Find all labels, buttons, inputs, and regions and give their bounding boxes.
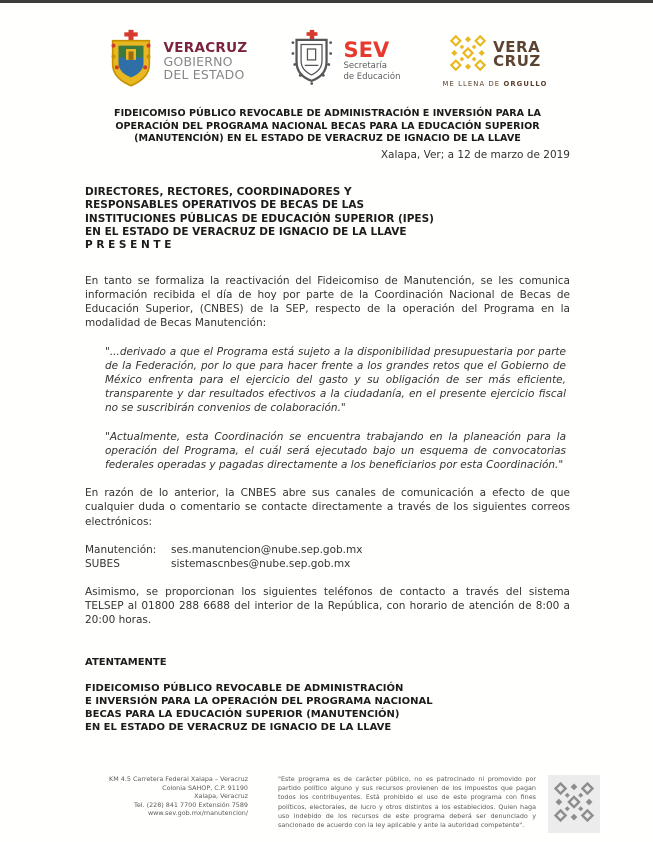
email-row bbox=[85, 543, 570, 557]
quote-budget: "...derivado a que el Programa está sujeto a la disponibilidad presupuestaria por parte de la Federación, por lo que para hacer frente a los grandes retos que el Gobierno de México enfrenta para el ejercicio del gasto y su obligación de ser más eficiente, transparente y dar resultados efectivos a la ciudadanía, en el presente ejercicio fiscal no se suscribirán convenios de colaboración." bbox=[105, 345, 566, 415]
sev-logo-sub1: Secretaría bbox=[343, 61, 387, 72]
email-address: sistemascnbes@nube.sep.gob.mx bbox=[171, 557, 351, 570]
logo-veracruz-brand bbox=[442, 34, 547, 88]
date-line: Xalapa, Ver; a 12 de marzo de 2019 bbox=[380, 148, 570, 161]
signature-line: FIDEICOMISO PÚBLICO REVOCABLE DE ADMINISTRACIÓN bbox=[85, 683, 404, 695]
footer-address-line: Tel. (228) 841 7700 Extensión 7589 bbox=[134, 800, 248, 809]
header-logos bbox=[0, 27, 653, 95]
recipient-line: EN EL ESTADO DE VERACRUZ DE IGNACIO DE LA LLAVE bbox=[85, 226, 407, 238]
veracruz-pattern-gray-icon bbox=[553, 781, 595, 827]
gobierno-logo-sub1: GOBIERNO bbox=[163, 53, 233, 69]
signature-line: BECAS PARA LA EDUCACIÓN SUPERIOR (MANUTENCIÓN) bbox=[85, 709, 400, 721]
email-label: SUBES bbox=[85, 557, 120, 570]
footer-address-line: KM 4.5 Carretera Federal Xalapa – Veracruz bbox=[109, 775, 248, 783]
recipient-line: INSTITUCIONES PÚBLICAS DE EDUCACIÓN SUPERIOR (IPES) bbox=[85, 212, 434, 225]
brand-name-line2: CRUZ bbox=[493, 52, 541, 70]
footer-address-line: Xalapa, Veracruz bbox=[194, 792, 248, 801]
footer bbox=[64, 775, 601, 833]
sev-logo-sub2: de Educación bbox=[343, 71, 401, 82]
recipient-block bbox=[85, 186, 570, 253]
logo-gobierno-veracruz bbox=[106, 28, 248, 94]
paragraph-channels: En razón de lo anterior, la CNBES abre sus canales de comunicación a efecto de que cualquier duda o comentario se contacte directamente a través de los siguientes correos electrónicos: bbox=[85, 487, 570, 528]
quote-planning: "Actualmente, esta Coordinación se encuentra trabajando en la planeación para la operación del Programa, el cuál será ejecutado bajo un esquema de convocatorias federales operadas y pagadas directamente a los beneficiarios por esta Coordinación." bbox=[105, 430, 566, 472]
logo-sev bbox=[289, 29, 400, 93]
closing-salutation: ATENTAMENTE bbox=[85, 657, 167, 669]
footer-address bbox=[64, 775, 248, 818]
footer-website: www.sev.gob.mx/manutencion/ bbox=[147, 809, 248, 818]
document-title: FIDEICOMISO PÚBLICO REVOCABLE DE ADMINISTRACIÓN E INVERSIÓN PARA LA OPERACIÓN DEL PROGRAMA NACIONAL BECAS PARA LA EDUCACIÓN SUPERIOR (MANUTENCIÓN) EN EL ESTADO DE VERACRUZ DE IGNACIO DE LA LLAVE bbox=[114, 108, 541, 145]
veracruz-pattern-icon bbox=[449, 34, 487, 76]
signature-line: E INVERSIÓN PARA LA OPERACIÓN DEL PROGRAMA NACIONAL bbox=[85, 696, 433, 708]
paragraph-intro: En tanto se formaliza la reactivación del Fideicomiso de Manutención, se les comunica información recibida el día de hoy por parte de la Coordinación Nacional de Becas de Educación Superior, (CNBES) de la SEP, respecto de la operación del Programa en la modalidad de Becas Manutención: bbox=[85, 274, 570, 330]
recipient-line: RESPONSABLES OPERATIVOS DE BECAS DE LAS bbox=[85, 199, 365, 212]
sev-shield-icon bbox=[289, 29, 335, 93]
email-row bbox=[85, 557, 570, 571]
footer-legal-text: "Este programa es de carácter público, no es patrocinado ni promovido por partido político alguno y sus recursos provienen de los impuestos que pagan todos los contribuyentes. Está prohibido el uso de este programa con fines políticos, electorales, de lucro y otros distintos a los establecidos. Quien haga uso indebido de los recursos de este programa deberá ser denunciado y sancionado de acuerdo con la ley aplicable y ante la autoridad competente". bbox=[278, 775, 536, 830]
footer-address-line: Colonia SAHOP, C.P. 91190 bbox=[162, 783, 248, 792]
footer-pattern-box bbox=[548, 775, 600, 833]
paragraph-phones: Asimismo, se proporcionan los siguientes teléfonos de contacto a través del sistema TELSEP al 01800 288 6688 del interior de la República, con horario de atención de 8:00 a 20:00 horas. bbox=[85, 585, 570, 627]
email-list bbox=[85, 543, 570, 571]
recipient-line: DIRECTORES, RECTORES, COORDINADORES Y bbox=[85, 185, 352, 198]
gobierno-logo-sub2: DEL ESTADO bbox=[163, 67, 245, 83]
recipient-line: P R E S E N T E bbox=[85, 239, 172, 252]
email-label: Manutención: bbox=[85, 543, 157, 556]
signature-line: EN EL ESTADO DE VERACRUZ DE IGNACIO DE LA LLAVE bbox=[85, 722, 392, 734]
brand-name-line1: VERA bbox=[493, 38, 541, 57]
brand-tagline: ME LLENA DE ORGULLO bbox=[442, 80, 548, 88]
gobierno-logo-name: VERACRUZ bbox=[163, 39, 248, 56]
signature-block bbox=[85, 682, 570, 734]
veracruz-coat-of-arms-icon bbox=[106, 28, 156, 94]
email-address: ses.manutencion@nube.sep.gob.mx bbox=[171, 543, 363, 556]
sev-logo-acronym: SEV bbox=[343, 38, 390, 63]
